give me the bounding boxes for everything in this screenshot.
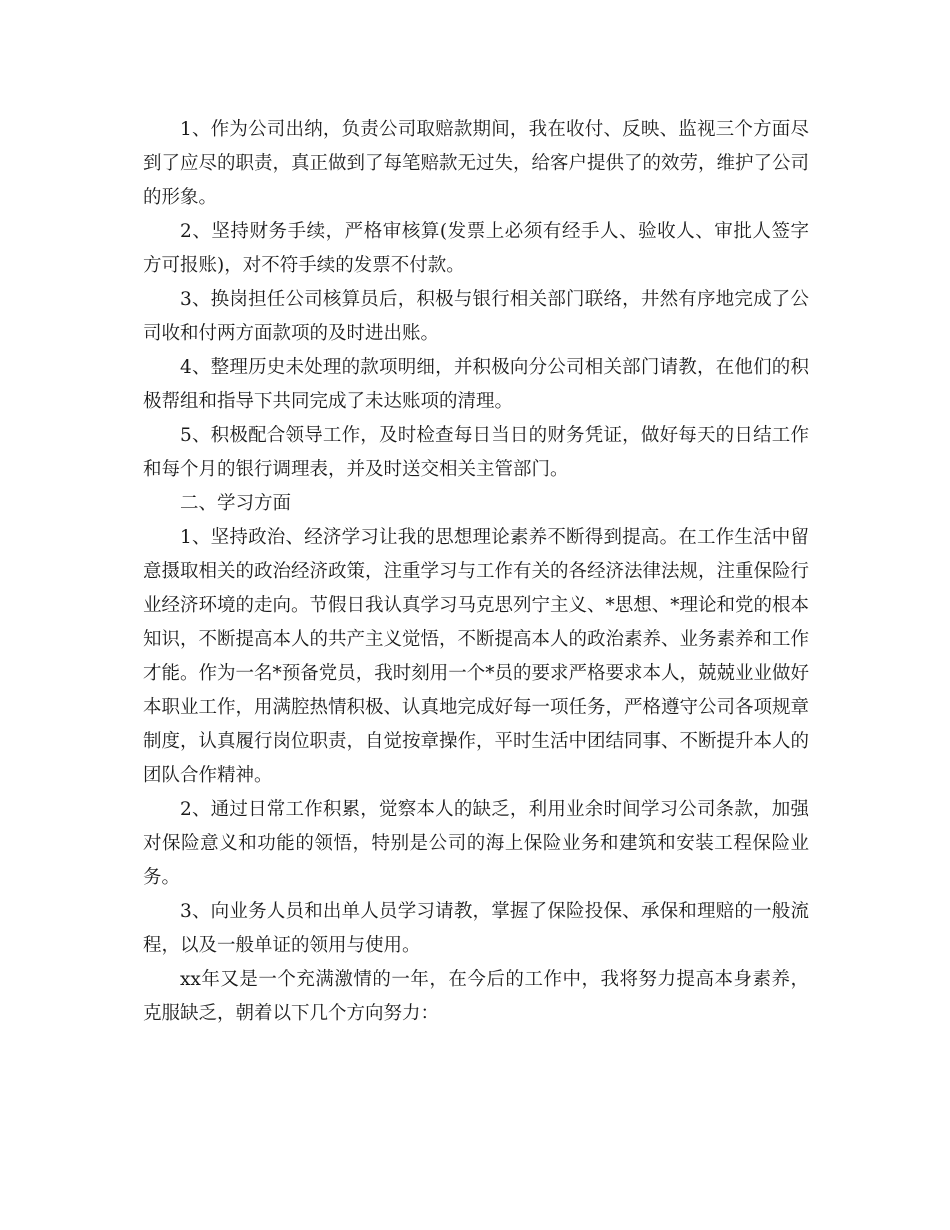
paragraph-cooperate-leadership: 5、积极配合领导工作，及时检查每日当日的财务凭证，做好每天的日结工作和每个月的银行调理表，并及时送交相关主管部门。	[143, 425, 809, 480]
paragraph-cashier-duties: 1、作为公司出纳，负责公司取赔款期间，我在收付、反映、监视三个方面尽到了应尽的职责，真正做到了每笔赔款无过失，给客户提供了的效劳，维护了公司的形象。	[143, 119, 810, 208]
paragraph-learn-from-staff: 3、向业务人员和出单人员学习请教，掌握了保险投保、承保和理赔的一般流程，以及一般单证的领用与使用。	[143, 901, 809, 956]
paragraph-financial-procedures: 2、坚持财务手续，严格审核算(发票上必须有经手人、验收人、审批人签字方可报账)，对不符手续的发票不付款。	[143, 221, 809, 276]
document-body	[143, 113, 809, 1031]
paragraph-year-outlook: xx年又是一个充满激情的一年，在今后的工作中，我将努力提高本身素养，克服缺乏，朝着以下几个方向努力：	[143, 969, 809, 1024]
paragraph-historical-items: 4、整理历史未处理的款项明细，并积极向分公司相关部门请教，在他们的积极帮组和指导下共同完成了未达账项的清理。	[143, 357, 809, 412]
paragraph-accountant-role: 3、换岗担任公司核算员后，积极与银行相关部门联络，井然有序地完成了公司收和付两方面款项的及时进出账。	[143, 289, 809, 344]
paragraph-daily-work-learning: 2、通过日常工作积累，觉察本人的缺乏，利用业余时间学习公司条款，加强对保险意义和功能的领悟，特别是公司的海上保险业务和建筑和安装工程保险业务。	[143, 799, 809, 888]
section-heading-study: 二、学习方面	[180, 493, 292, 514]
paragraph-political-study: 1、坚持政治、经济学习让我的思想理论素养不断得到提高。在工作生活中留意摄取相关的政治经济政策，注重学习与工作有关的各经济法律法规，注重保险行业经济环境的走向。节假日我认真学习马克思列宁主义、*思想、*理论和党的根本知识，不断提高本人的共产主义觉悟，不断提高本人的政治素养、业务素养和工作才能。作为一名*预备党员，我时刻用一个*员的要求严格要求本人，兢兢业业做好本职业工作，用满腔热情积极、认真地完成好每一项任务，严格遵守公司各项规章制度，认真履行岗位职责，自觉按章操作，平时生活中团结同事、不断提升本人的团队合作精神。	[143, 527, 810, 786]
